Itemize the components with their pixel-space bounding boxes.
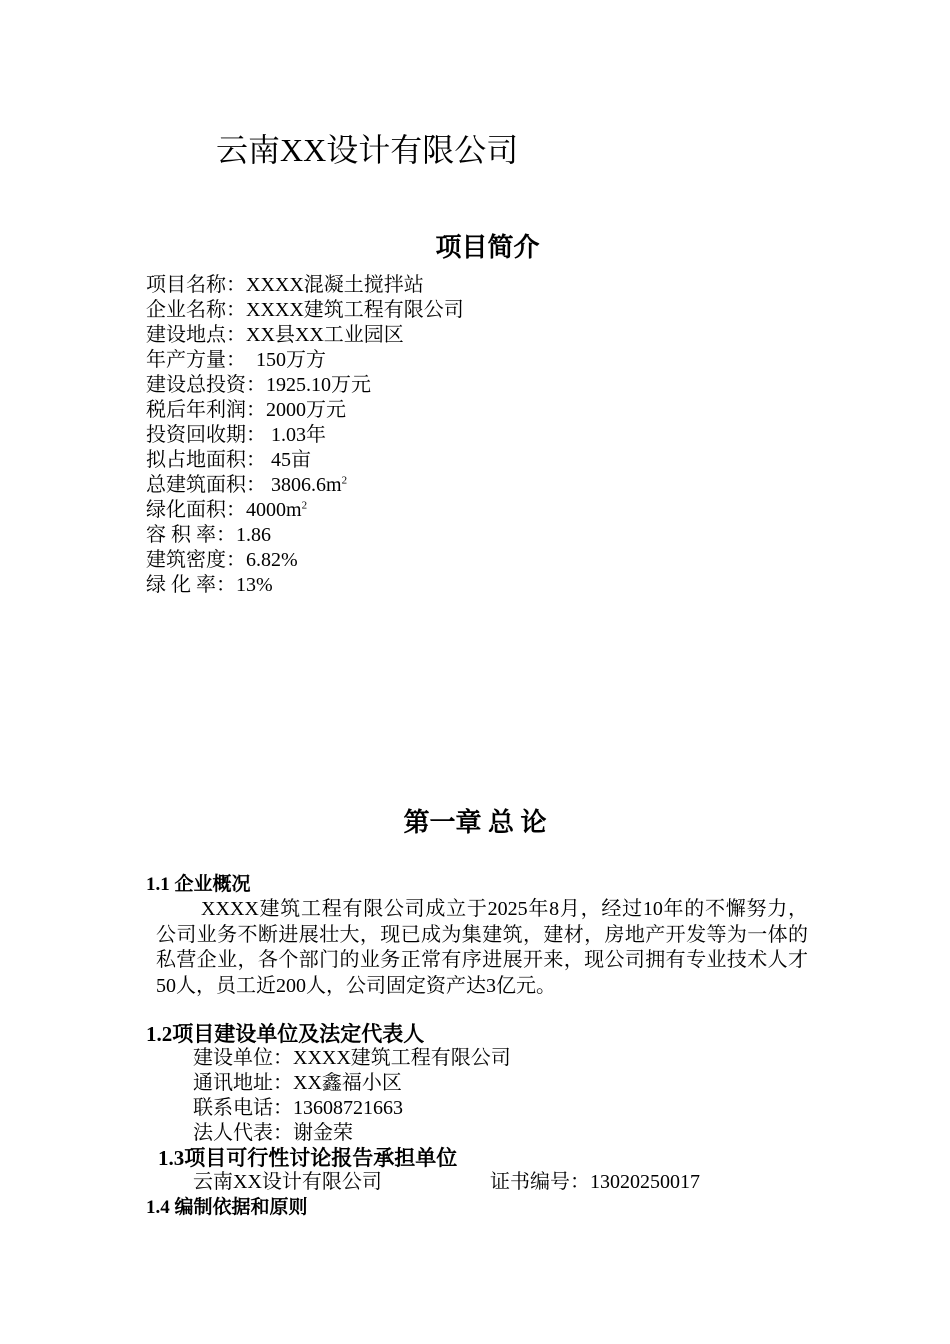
detail-line: 建设单位：XXXX建筑工程有限公司 <box>193 1047 511 1069</box>
section-1-3-company: 云南XX设计有限公司 <box>193 1171 382 1193</box>
paragraph-text: XXXX建筑工程有限公司成立于2025年8月，经过10年的不懈努力，公司业务不断进展壮大，现已成为集建筑，建材，房地产开发等为一体的私营企业，各个部门的业务正常有序进展开来，现公司拥有专业技术人才50人，员工近200人，公司固定资产达3亿元。 <box>156 898 808 997</box>
summary-line: 投资回收期： 1.03年 <box>146 424 326 446</box>
section-1-1-paragraph <box>156 897 808 999</box>
summary-line: 企业名称：XXXX建筑工程有限公司 <box>146 299 464 321</box>
summary-line: 建设总投资：1925.10万元 <box>146 374 371 396</box>
summary-text: 总建筑面积： 3806.6m <box>146 474 342 496</box>
superscript: 2 <box>341 474 348 487</box>
project-summary <box>146 273 464 598</box>
summary-line: 建筑密度：6.82% <box>146 549 298 571</box>
detail-line: 通讯地址：XX鑫福小区 <box>193 1072 402 1094</box>
summary-line: 容 积 率：1.86 <box>146 524 271 546</box>
summary-line: 建设地点：XX县XX工业园区 <box>146 324 404 346</box>
detail-line: 联系电话：13608721663 <box>193 1097 403 1119</box>
chapter-title: 第一章 总 论 <box>403 808 547 837</box>
summary-line: 绿 化 率：13% <box>146 574 273 596</box>
intro-title: 项目简介 <box>435 233 540 262</box>
section-heading-1-1: 1.1 企业概况 <box>146 874 251 895</box>
section-heading-1-4: 1.4 编制依据和原则 <box>146 1197 308 1218</box>
detail-line: 法人代表：谢金荣 <box>193 1122 353 1144</box>
superscript: 2 <box>301 499 308 512</box>
section-heading-1-2: 1.2项目建设单位及法定代表人 <box>146 1022 425 1046</box>
summary-text: 绿化面积：4000m <box>146 499 302 521</box>
summary-line: 年产方量： 150万方 <box>146 349 326 371</box>
section-1-2-details <box>193 1046 511 1146</box>
company-header: 云南XX设计有限公司 <box>216 132 519 168</box>
summary-line: 拟占地面积： 45亩 <box>146 449 311 471</box>
summary-line: 项目名称：XXXX混凝土搅拌站 <box>146 274 424 296</box>
section-heading-1-3: 1.3项目可行性讨论报告承担单位 <box>158 1146 458 1170</box>
certificate-number: 证书编号：13020250017 <box>490 1171 700 1193</box>
summary-line: 税后年利润：2000万元 <box>146 399 346 421</box>
summary-line <box>146 473 464 498</box>
summary-line <box>146 498 464 523</box>
